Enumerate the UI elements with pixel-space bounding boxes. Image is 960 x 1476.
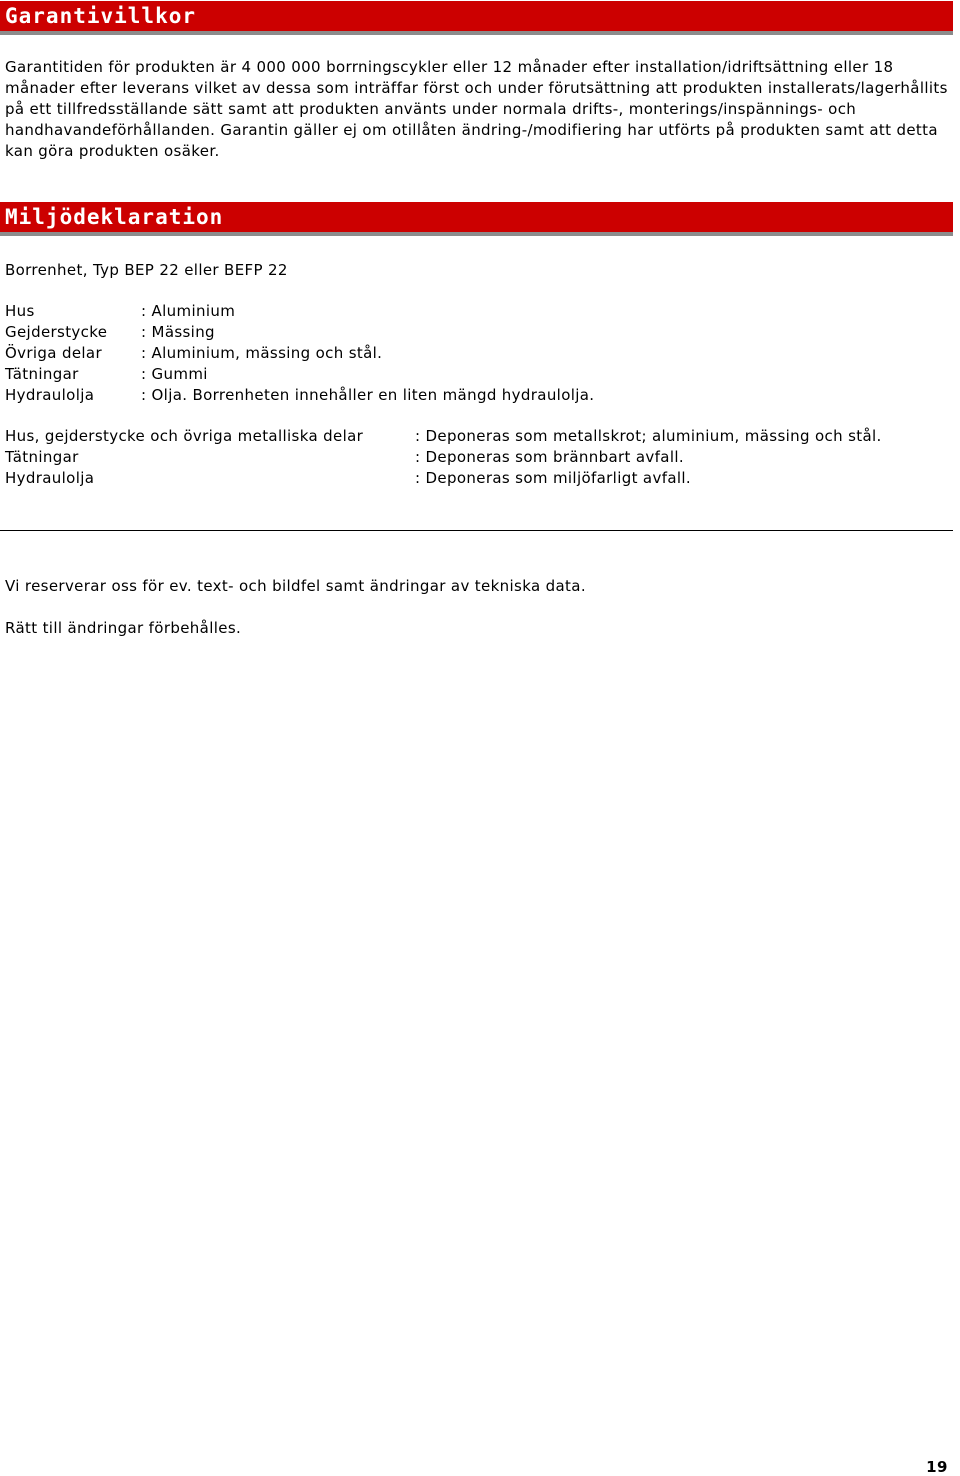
material-value: : Mässing xyxy=(141,323,215,341)
warranty-header-rule xyxy=(0,31,953,35)
warranty-heading: Garantivillkor xyxy=(5,4,197,28)
material-value: : Gummi xyxy=(141,365,208,383)
material-value: : Aluminium xyxy=(141,302,236,320)
material-label: Tätningar xyxy=(5,365,79,383)
material-label: Hus xyxy=(5,302,35,320)
warranty-header xyxy=(0,1,953,35)
environment-heading: Miljödeklaration xyxy=(5,205,224,229)
environment-header xyxy=(0,202,953,236)
disposal-label: Hus, gejderstycke och övriga metalliska delar xyxy=(5,427,364,445)
material-label: Övriga delar xyxy=(5,344,102,362)
page-number: 19 xyxy=(926,1458,948,1476)
disposal-value: : Deponeras som miljöfarligt avfall. xyxy=(415,469,692,487)
environment-header-rule xyxy=(0,232,953,236)
product-type-line: Borrenhet, Typ BEP 22 eller BEFP 22 xyxy=(5,261,288,279)
material-label: Gejderstycke xyxy=(5,323,108,341)
disclaimer-text: Vi reserverar oss för ev. text- och bildfel samt ändringar av tekniska data. xyxy=(5,577,586,595)
disposal-value: : Deponeras som brännbart avfall. xyxy=(415,448,684,466)
material-label: Hydraulolja xyxy=(5,386,95,404)
section-divider xyxy=(0,530,953,531)
disposal-label: Tätningar xyxy=(5,448,79,466)
material-value: : Olja. Borrenheten innehåller en liten mängd hydraulolja. xyxy=(141,386,595,404)
warranty-text: Garantitiden för produkten är 4 000 000 borrningscykler eller 12 månader efter installation/idriftsättning eller 18 månader efter leverans vilket av dessa som inträffar först och under förutsättning att produkten installerats/lagerhållits på ett tillfredsställande sätt samt att produkten använts under normala drifts-, monterings/inspännings- och handhavandeförhållanden. Garantin gäller ej om otillåten ändring-/modifiering har utförts på produkten samt att detta kan göra produkten osäker. xyxy=(5,58,948,160)
rights-text: Rätt till ändringar förbehålles. xyxy=(5,619,242,637)
warranty-header-bar xyxy=(0,1,953,31)
material-value: : Aluminium, mässing och stål. xyxy=(141,344,383,362)
disposal-label: Hydraulolja xyxy=(5,469,95,487)
environment-header-bar xyxy=(0,202,953,232)
disposal-value: : Deponeras som metallskrot; aluminium, mässing och stål. xyxy=(415,427,882,445)
